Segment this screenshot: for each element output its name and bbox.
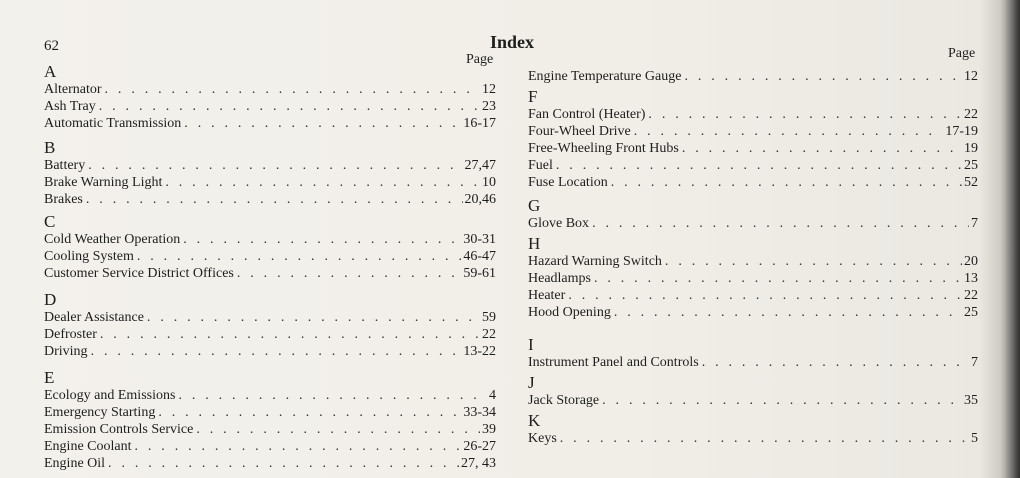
entry-label: Defroster: [44, 327, 97, 342]
entry-label: Brake Warning Light: [44, 175, 163, 190]
index-entry: [528, 430, 978, 447]
entry-label: Ecology and Emissions: [44, 388, 176, 403]
entry-label: Instrument Panel and Controls: [528, 355, 699, 370]
index-entry: [528, 270, 978, 287]
section-letter: I: [528, 335, 534, 354]
left-index-column: [44, 62, 496, 472]
section-letter: G: [528, 196, 541, 215]
index-entry: [44, 343, 496, 360]
index-section-f: [528, 87, 978, 191]
index-entry: [528, 354, 978, 371]
leader-dots: [556, 157, 962, 174]
section-letter: E: [44, 368, 55, 387]
entry-page: 33-34: [463, 405, 496, 420]
entry-page: 22: [964, 107, 978, 122]
section-letter: C: [44, 212, 56, 231]
leader-dots: [682, 140, 962, 157]
entry-label: Dealer Assistance: [44, 310, 144, 325]
leader-dots: [100, 326, 480, 343]
index-section-c: [44, 212, 496, 282]
leader-dots: [88, 157, 462, 174]
entry-label: Engine Oil: [44, 456, 106, 471]
entry-page: 52: [964, 175, 978, 190]
entry-label: Customer Service District Offices: [44, 266, 234, 281]
index-entry: [44, 309, 496, 326]
entry-label: Alternator: [44, 82, 102, 97]
index-section-g: [528, 196, 978, 232]
index-entry: [44, 174, 496, 191]
entry-page: 7: [971, 355, 978, 370]
index-entry: [44, 248, 496, 265]
index-entry: [44, 438, 496, 455]
leader-dots: [702, 354, 969, 371]
right-index-column: [528, 68, 978, 447]
entry-label: Engine Temperature Gauge: [528, 69, 682, 84]
entry-page: 20: [964, 254, 978, 269]
index-section-a: [44, 62, 496, 132]
entry-label: Cooling System: [44, 249, 134, 264]
entry-page: 5: [971, 431, 978, 446]
leader-dots: [648, 106, 962, 123]
index-section-b: [44, 138, 496, 208]
index-section-e: [44, 368, 496, 472]
entry-label: Keys: [528, 431, 557, 446]
entry-label: Emission Controls Service: [44, 422, 194, 437]
leader-dots: [594, 270, 962, 287]
index-entry: [44, 98, 496, 115]
leader-dots: [665, 253, 962, 270]
index-entry: [44, 265, 496, 282]
entry-page: 19: [964, 141, 978, 156]
page-number: 62: [44, 38, 59, 54]
leader-dots: [592, 215, 969, 232]
leader-dots: [602, 392, 962, 409]
entry-page: 10: [482, 175, 496, 190]
entry-page: 27, 43: [461, 456, 496, 471]
entry-page: 39: [482, 422, 496, 437]
index-section-d: [44, 290, 496, 360]
leader-dots: [196, 421, 480, 438]
index-entry: [528, 287, 978, 304]
entry-label: Emergency Starting: [44, 405, 156, 420]
leader-dots: [86, 191, 463, 208]
entry-label: Heater: [528, 288, 566, 303]
section-letter: A: [44, 62, 57, 81]
entry-page: 59: [482, 310, 496, 325]
leader-dots: [237, 265, 461, 282]
leader-dots: [614, 304, 962, 321]
leader-dots: [178, 387, 487, 404]
leader-dots: [105, 81, 480, 98]
leader-dots: [91, 343, 462, 360]
entry-label: Driving: [44, 344, 88, 359]
right-page-column-heading: Page: [948, 46, 976, 61]
leader-dots: [147, 309, 480, 326]
index-entry: [528, 392, 978, 409]
leader-dots: [158, 404, 461, 421]
index-entry: [44, 387, 496, 404]
leader-dots: [560, 430, 969, 447]
entry-page: 27,47: [464, 158, 496, 173]
entry-label: Brakes: [44, 192, 83, 207]
leader-dots: [568, 287, 962, 304]
leader-dots: [184, 115, 461, 132]
section-letter: F: [528, 87, 538, 106]
leader-dots: [108, 455, 459, 472]
entry-label: Glove Box: [528, 216, 590, 231]
leader-dots: [611, 174, 962, 191]
index-section-j: [528, 373, 978, 409]
index-entry: [528, 157, 978, 174]
entry-label: Fuel: [528, 158, 553, 173]
leader-dots: [99, 98, 480, 115]
index-entry: [44, 115, 496, 132]
entry-page: 17-19: [945, 124, 978, 139]
index-entry: [44, 455, 496, 472]
index-section-k: [528, 411, 978, 447]
index-entry: [44, 231, 496, 248]
index-entry: [528, 215, 978, 232]
index-entry: [528, 304, 978, 321]
leader-dots: [135, 438, 462, 455]
entry-page: 12: [482, 82, 496, 97]
index-entry: [44, 404, 496, 421]
entry-page: 25: [964, 158, 978, 173]
index-section-e-continued: [528, 68, 978, 85]
entry-page: 59-61: [463, 266, 496, 281]
entry-page: 23: [482, 99, 496, 114]
entry-label: Cold Weather Operation: [44, 232, 181, 247]
index-entry: [44, 421, 496, 438]
entry-page: 46-47: [463, 249, 496, 264]
leader-dots: [634, 123, 944, 140]
leader-dots: [183, 231, 461, 248]
index-section-i: [528, 335, 978, 371]
leader-dots: [165, 174, 480, 191]
index-entry: [44, 326, 496, 343]
left-page-column-heading: Page: [466, 52, 494, 67]
leader-dots: [137, 248, 461, 265]
entry-label: Hood Opening: [528, 305, 611, 320]
entry-page: 7: [971, 216, 978, 231]
entry-page: 13-22: [463, 344, 496, 359]
entry-label: Fuse Location: [528, 175, 608, 190]
entry-page: 4: [489, 388, 496, 403]
section-letter: D: [44, 290, 57, 309]
entry-label: Engine Coolant: [44, 439, 132, 454]
entry-page: 26-27: [463, 439, 496, 454]
index-entry: [528, 253, 978, 270]
entry-label: Jack Storage: [528, 393, 600, 408]
entry-page: 22: [964, 288, 978, 303]
entry-page: 13: [964, 271, 978, 286]
entry-label: Ash Tray: [44, 99, 96, 114]
leader-dots: [684, 68, 962, 85]
entry-page: 22: [482, 327, 496, 342]
entry-label: Automatic Transmission: [44, 116, 182, 131]
entry-page: 30-31: [463, 232, 496, 247]
section-letter: K: [528, 411, 541, 430]
section-letter: B: [44, 138, 56, 157]
entry-label: Four-Wheel Drive: [528, 124, 631, 139]
index-entry: [528, 123, 978, 140]
page-title: Index: [490, 32, 535, 52]
book-spine-shadow: [1000, 0, 1020, 478]
entry-label: Fan Control (Heater): [528, 107, 646, 122]
section-letter: J: [528, 373, 535, 392]
entry-page: 16-17: [463, 116, 496, 131]
entry-label: Battery: [44, 158, 86, 173]
entry-page: 35: [964, 393, 978, 408]
index-section-h: [528, 234, 978, 321]
entry-page: 12: [964, 69, 978, 84]
entry-label: Free-Wheeling Front Hubs: [528, 141, 679, 156]
index-entry: [528, 106, 978, 123]
index-entry: [44, 157, 496, 174]
entry-page: 20,46: [464, 192, 496, 207]
entry-label: Headlamps: [528, 271, 591, 286]
index-entry: [528, 68, 978, 85]
index-entry: [44, 81, 496, 98]
index-entry: [528, 140, 978, 157]
section-letter: H: [528, 234, 541, 253]
entry-label: Hazard Warning Switch: [528, 254, 662, 269]
index-entry: [528, 174, 978, 191]
index-entry: [44, 191, 496, 208]
entry-page: 25: [964, 305, 978, 320]
